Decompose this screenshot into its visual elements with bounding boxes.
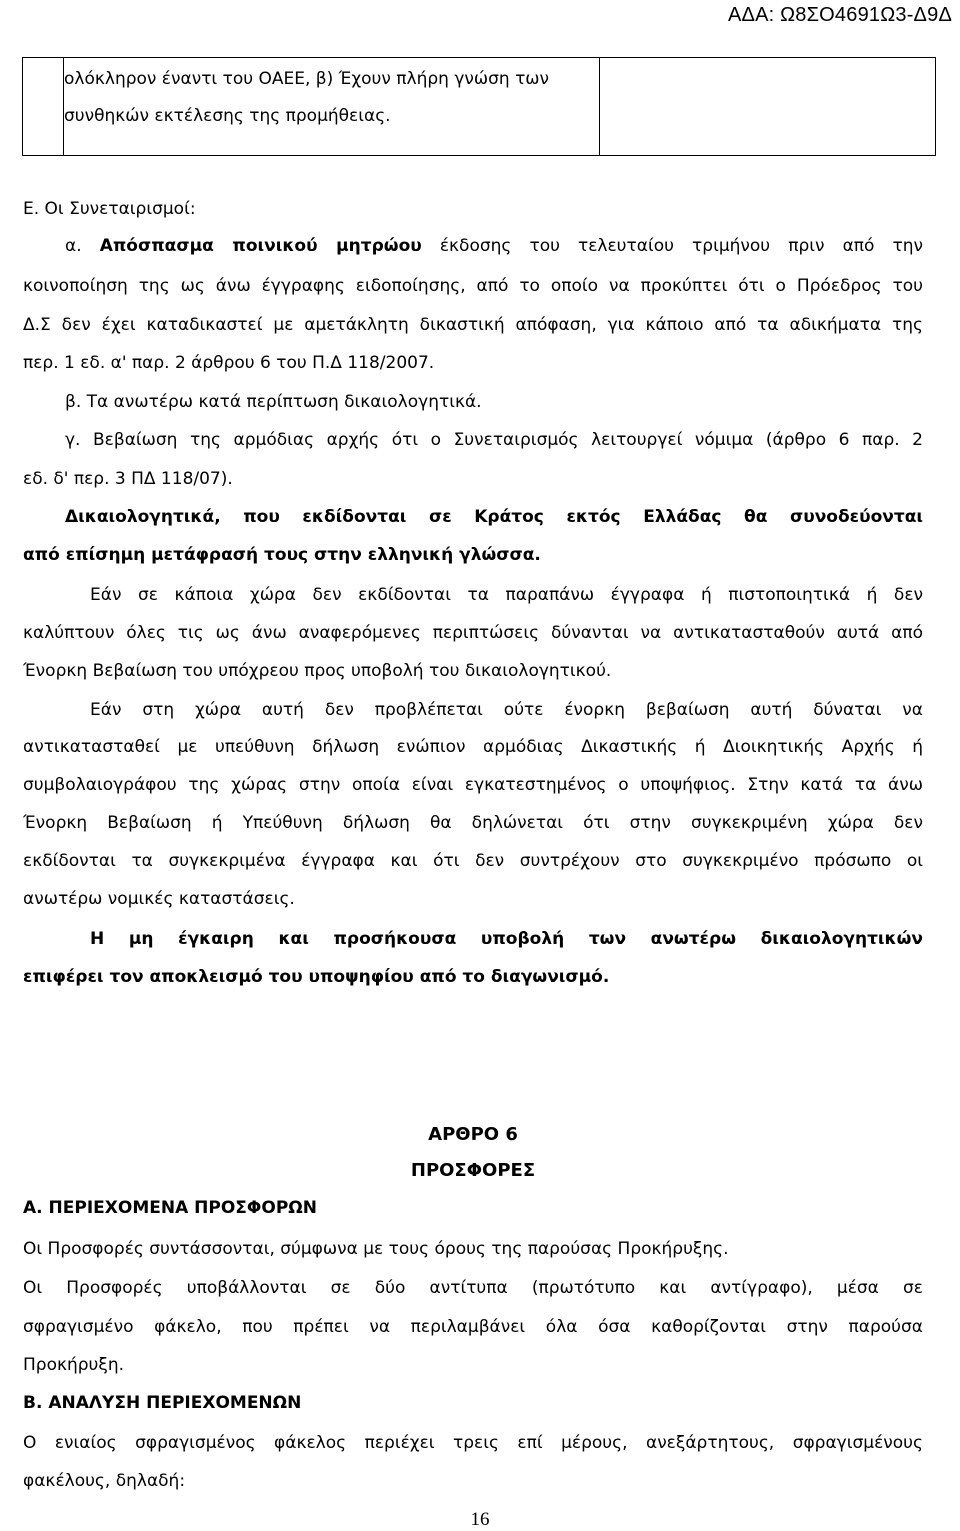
section-a-paragraph-1: Οι Προσφορές συντάσσονται, σύμφωνα με τους όρους της παρούσας Προκήρυξης. xyxy=(23,1239,729,1259)
table-cell-text xyxy=(64,61,624,135)
translation-note-line-1: Δικαιολογητικά, που εκδίδονται σε Κράτος εκτός Ελλάδας θα συνοδεύονται xyxy=(65,507,923,527)
item-a-rest: έκδοσης του τελευταίου τριμήνου πριν από την xyxy=(421,236,924,256)
para-oath-line-3: συμβολαιογράφου της χώρας στην οποία είναι εγκατεστημένος ο υποψήφιος. Στην κατά τα άνω xyxy=(23,775,923,795)
section-b-line-2: φακέλους, δηλαδή: xyxy=(23,1471,186,1491)
section-e-item-a-line-2: κοινοποίηση της ως άνω έγγραφης ειδοποίησης, από το οποίο να προκύπτει ότι ο Πρόεδρος του xyxy=(23,276,923,296)
continued-table xyxy=(22,57,936,156)
section-e-item-a-line-4: περ. 1 εδ. α' παρ. 2 άρθρου 6 του Π.Δ 118/2007. xyxy=(23,353,435,373)
document-code: ΑΔΑ: Ω8ΣΟ4691Ω3-Δ9Δ xyxy=(727,4,952,26)
table-cell-line-1: ολόκληρον έναντι του ΟΑΕΕ, β) Έχουν πλήρη γνώση των xyxy=(64,69,550,89)
article-number: ΑΡΘΡΟ 6 xyxy=(428,1124,518,1145)
para-country-line-3: Ένορκη Βεβαίωση του υπόχρεου προς υποβολή του δικαιολογητικού. xyxy=(23,661,612,681)
section-a-paragraph-2-line-2: σφραγισμένο φάκελο, που πρέπει να περιλαμβάνει όλα όσα καθορίζονται στην παρούσα xyxy=(23,1317,923,1337)
para-country-line-2: καλύπτουν όλες τις ως άνω αναφερόμενες περιπτώσεις δύνανται να αντικατασταθούν αυτά από xyxy=(23,623,923,643)
section-e-item-c-line-2: εδ. δ' περ. 3 ΠΔ 118/07). xyxy=(23,469,233,489)
para-oath-line-2: αντικατασταθεί με υπεύθυνη δήλωση ενώπιον αρμόδιας Δικαστικής ή Διοικητικής Αρχής ή xyxy=(23,737,923,757)
section-e-item-b: β. Τα ανωτέρω κατά περίπτωση δικαιολογητικά. xyxy=(65,392,482,412)
para-country-line-1: Εάν σε κάποια χώρα δεν εκδίδονται τα παραπάνω έγγραφα ή πιστοποιητικά ή δεν xyxy=(90,585,923,605)
section-e-item-a-line-3: Δ.Σ δεν έχει καταδικαστεί με αμετάκλητη δικαστική απόφαση, για κάποιο από τα αδικήματα της xyxy=(23,315,923,335)
section-a-paragraph-2-line-1: Οι Προσφορές υποβάλλονται σε δύο αντίτυπα (πρωτότυπο και αντίγραφο), μέσα σε xyxy=(23,1278,923,1298)
page-number: 16 xyxy=(470,1509,490,1530)
section-a-paragraph-2-line-3: Προκήρυξη. xyxy=(23,1355,125,1375)
exclusion-note-line-2: επιφέρει τον αποκλεισμό του υποψηφίου από το διαγωνισμό. xyxy=(23,967,610,987)
exclusion-note-line-1: Η μη έγκαιρη και προσήκουσα υποβολή των ανωτέρω δικαιολογητικών xyxy=(90,929,923,949)
para-oath-line-5: εκδίδονται τα συγκεκριμένα έγγραφα και ότι δεν συντρέχουν στο συγκεκριμένο πρόσωπο οι xyxy=(23,851,923,871)
table-cell-line-2: συνθηκών εκτέλεσης της προμήθειας. xyxy=(64,106,391,126)
section-b-heading: Β. ΑΝΑΛΥΣΗ ΠΕΡΙΕΧΟΜΕΝΩΝ xyxy=(23,1393,302,1413)
translation-note-line-2: από επίσημη μετάφρασή τους στην ελληνική γλώσσα. xyxy=(23,545,541,565)
section-b-line-1: Ο ενιαίος σφραγισμένος φάκελος περιέχει τρεις επί μέρους, ανεξάρτητους, σφραγισμένους xyxy=(23,1433,923,1453)
section-a-heading: Α. ΠΕΡΙΕΧΟΜΕΝΑ ΠΡΟΣΦΟΡΩΝ xyxy=(23,1198,317,1218)
article-title: ΠΡΟΣΦΟΡΕΣ xyxy=(410,1160,536,1181)
section-e-heading: Ε. Οι Συνεταιρισμοί: xyxy=(23,199,196,219)
para-oath-line-1: Εάν στη χώρα αυτή δεν προβλέπεται ούτε ένορκη βεβαίωση αυτή δύναται να xyxy=(90,700,923,720)
item-a-bold-title: Απόσπασμα ποινικού μητρώου xyxy=(99,236,422,256)
para-oath-line-4: Ένορκη Βεβαίωση ή Υπεύθυνη δήλωση θα δηλώνεται ότι στην συγκεκριμένη χώρα δεν xyxy=(23,813,923,833)
item-a-prefix: α. xyxy=(65,236,100,256)
section-e-item-a-line-1 xyxy=(65,236,923,256)
section-e-item-c-line-1: γ. Βεβαίωση της αρμόδιας αρχής ότι ο Συνεταιρισμός λειτουργεί νόμιμα (άρθρο 6 παρ. 2 xyxy=(65,430,923,450)
para-oath-line-6: ανωτέρω νομικές καταστάσεις. xyxy=(23,889,295,909)
